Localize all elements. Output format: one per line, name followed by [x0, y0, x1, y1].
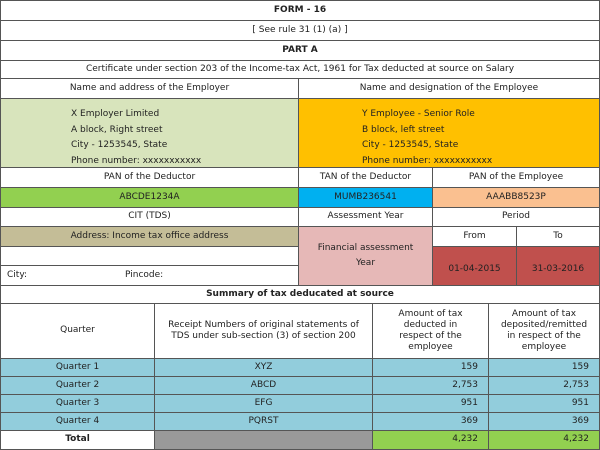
- header-tax-deposited: Amount of tax deposited/remitted in respect of the employee: [488, 303, 600, 359]
- receipt-cell: EFG: [154, 394, 373, 413]
- header-quarter: Quarter: [0, 303, 155, 359]
- receipt-cell: XYZ: [154, 358, 373, 377]
- quarter-cell: Quarter 3: [0, 394, 155, 413]
- receipt-cell: PQRST: [154, 412, 373, 431]
- tan-deductor-label: TAN of the Deductor: [298, 167, 433, 188]
- cit-address-blank: [0, 246, 299, 266]
- pan-deductor-value: ABCDE1234A: [0, 187, 299, 208]
- pan-employee-label: PAN of the Employee: [432, 167, 600, 188]
- tan-deductor-value: MUMB236541: [298, 187, 433, 208]
- employee-header: Name and designation of the Employee: [298, 78, 600, 99]
- summary-title: Summary of tax deducated at source: [0, 285, 600, 304]
- certificate-text: Certificate under section 203 of the Income-tax Act, 1961 for Tax deducted at source on Salary: [0, 60, 600, 79]
- employee-name: Y Employee - Senior Role: [362, 109, 475, 119]
- employee-street: B block, left street: [362, 124, 445, 135]
- employer-header: Name and address of the Employer: [0, 78, 299, 99]
- assessment-year-value: [298, 226, 433, 286]
- total-receipt-blank: [154, 430, 373, 450]
- total-deposited: 4,232: [488, 430, 600, 450]
- period-from-value: 01-04-2015: [432, 246, 517, 286]
- employer-details: [0, 98, 299, 168]
- pincode-label: Pincode:: [125, 269, 164, 280]
- header-tax-deducted: Amount of tax deducted in respect of the employee: [372, 303, 489, 359]
- employer-street: A block, Right street: [71, 124, 163, 135]
- quarter-cell: Quarter 1: [0, 358, 155, 377]
- assessment-line-1: Financial assessment: [317, 242, 414, 253]
- deposited-cell: 159: [488, 358, 600, 377]
- deducted-cell: 951: [372, 394, 489, 413]
- form-title: FORM - 16: [0, 0, 600, 21]
- deposited-cell: 369: [488, 412, 600, 431]
- deducted-cell: 2,753: [372, 376, 489, 395]
- cit-city-row: [0, 265, 299, 286]
- period-to-label: To: [516, 226, 600, 247]
- header-receipt-numbers: Receipt Numbers of original statements of TDS under sub-section (3) of section 200: [154, 303, 373, 359]
- period-to-value: 31-03-2016: [516, 246, 600, 286]
- deposited-cell: 951: [488, 394, 600, 413]
- employer-name: X Employer Limited: [71, 109, 160, 119]
- employee-phone: Phone number: xxxxxxxxxxx: [362, 155, 493, 166]
- assessment-year-label: Assessment Year: [298, 207, 433, 227]
- assessment-line-2: Year: [355, 258, 376, 268]
- employee-details: [298, 98, 600, 168]
- deposited-cell: 2,753: [488, 376, 600, 395]
- total-deducted: 4,232: [372, 430, 489, 450]
- period-from-label: From: [432, 226, 517, 247]
- pan-deductor-label: PAN of the Deductor: [0, 167, 299, 188]
- period-label: Period: [432, 207, 600, 227]
- quarter-cell: Quarter 4: [0, 412, 155, 431]
- employer-phone: Phone number: xxxxxxxxxxx: [71, 155, 202, 166]
- part-title: PART A: [0, 40, 600, 61]
- employee-city: City - 1253545, State: [362, 140, 459, 150]
- pan-employee-value: AAABB8523P: [432, 187, 600, 208]
- rule-reference: [ See rule 31 (1) (a) ]: [0, 20, 600, 41]
- cit-address: Address: Income tax office address: [0, 226, 299, 247]
- deducted-cell: 369: [372, 412, 489, 431]
- city-label: City:: [7, 269, 28, 280]
- employer-city: City - 1253545, State: [71, 140, 168, 150]
- quarter-cell: Quarter 2: [0, 376, 155, 395]
- deducted-cell: 159: [372, 358, 489, 377]
- cit-label: CIT (TDS): [0, 207, 299, 227]
- receipt-cell: ABCD: [154, 376, 373, 395]
- total-label: Total: [0, 430, 155, 450]
